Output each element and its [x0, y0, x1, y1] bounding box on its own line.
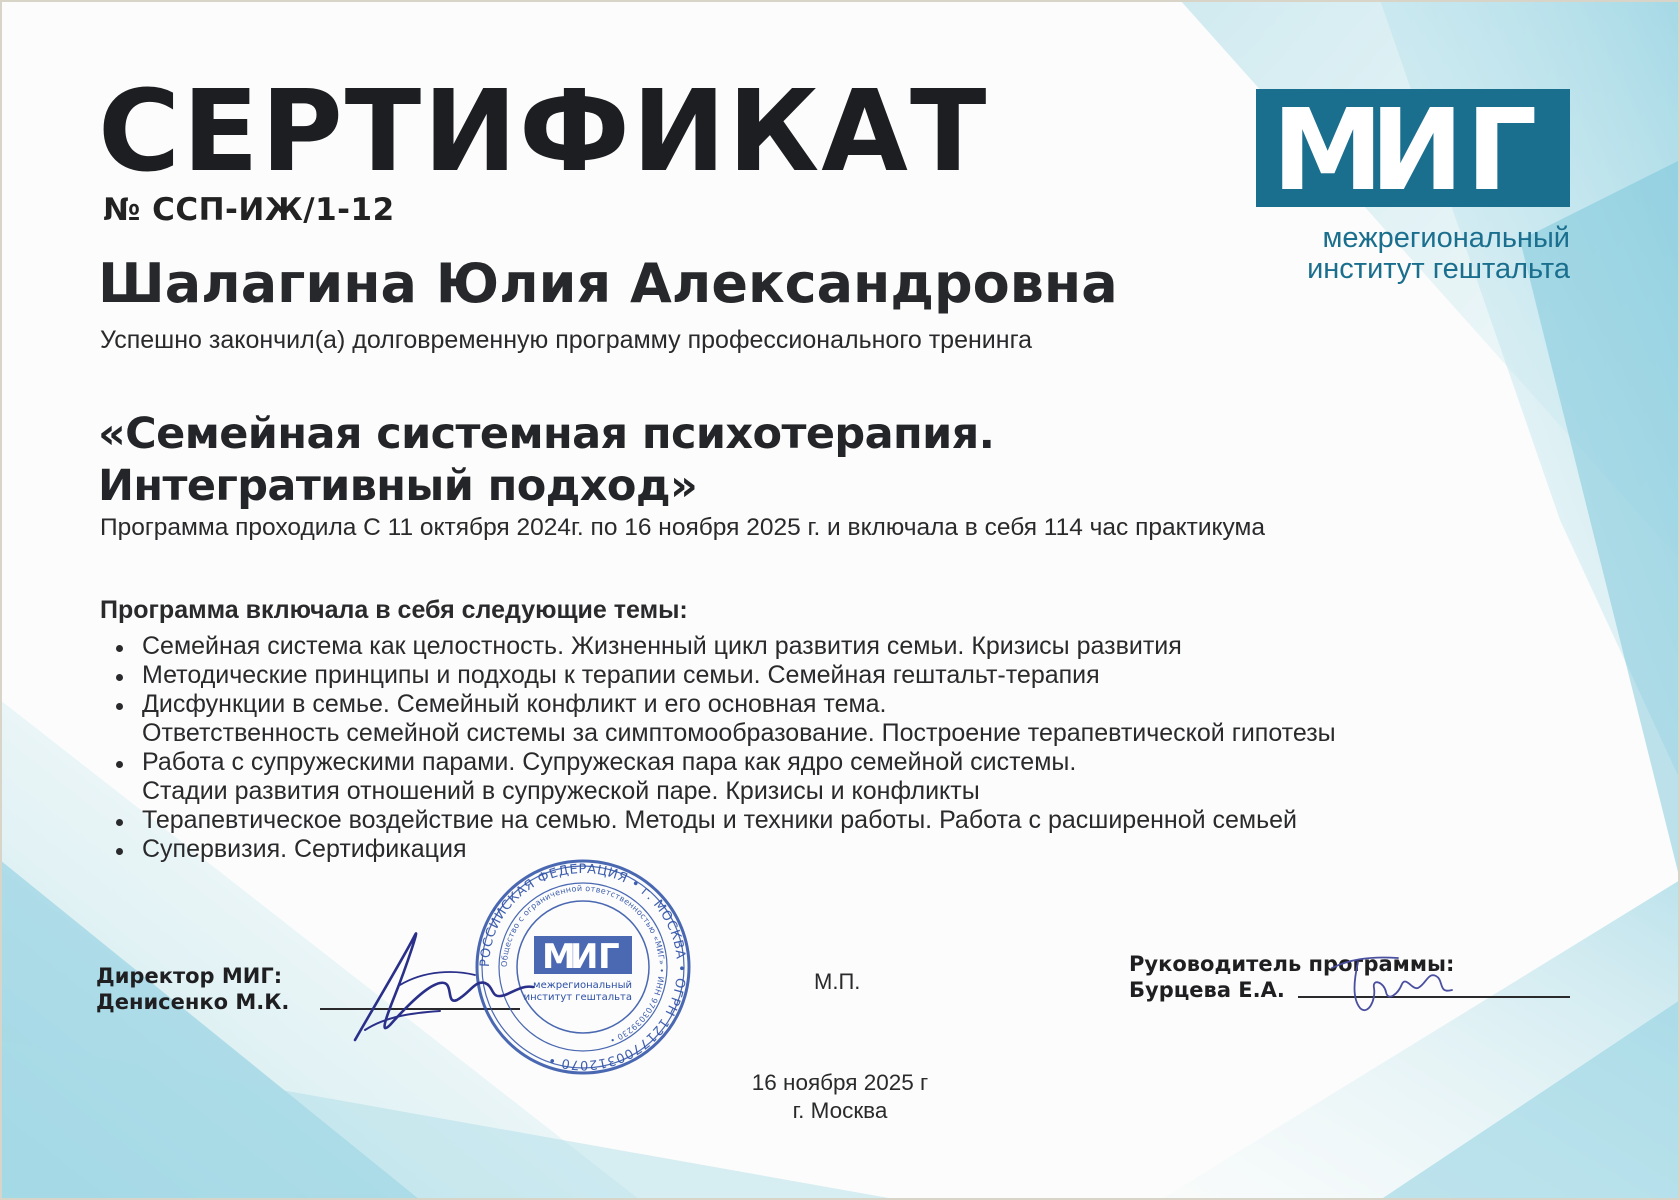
logo-caption [1256, 223, 1570, 285]
institute-logo [1256, 86, 1574, 285]
program-title-line: Интегративный подход» [98, 461, 698, 511]
topic-line: Методические принципы и подходы к терапии семьи. Семейная гештальт-терапия [142, 661, 1100, 689]
issue-city: г. Москва [792, 1098, 888, 1123]
topic-line: Работа с супружескими парами. Супружеская пара как ядро семейной системы. [142, 748, 1077, 776]
program-title-line: «Семейная системная психотерапия. [98, 409, 995, 459]
stamp-inner-path: Общество с ограниченной ответственностью «МИГ» • ИНН 9703039230 • [499, 883, 667, 1045]
program-dates-info: Программа проходила С 11 октября 2024г. по 16 ноября 2025 г. и включала в себя 114 час практикума [100, 514, 1265, 541]
stamp-logo-letter: М [542, 937, 576, 977]
topic-line: Семейная система как целостность. Жизненный цикл развития семьи. Кризисы развития [142, 632, 1182, 660]
director-signature-icon [345, 925, 535, 1050]
director-name: Денисенко М.К. [96, 990, 290, 1014]
logo-caption-line: институт гештальта [1307, 253, 1570, 285]
topic-line: Супервизия. Сертификация [142, 835, 467, 863]
topics-heading: Программа включала в себя следующие темы: [100, 596, 688, 624]
issue-date: 16 ноября 2025 г [751, 1070, 929, 1095]
seal-mark: М.П. [814, 969, 861, 994]
list-item [100, 690, 1336, 748]
completion-statement: Успешно закончил(а) долговременную программу профессионального тренинга [100, 326, 1033, 354]
stamp-logo-letter: И [570, 937, 599, 977]
topics-list [100, 632, 1336, 864]
program-title [98, 408, 994, 512]
list-item [100, 835, 1336, 864]
program-leader-title: Руководитель программы: [1129, 952, 1455, 976]
topic-line: Дисфункции в семье. Семейный конфликт и его основная тема. [142, 690, 887, 718]
stamp-outer-path: РОССИЙСКАЯ ФЕДЕРАЦИЯ • г. МОСКВА • ОГРН 1217700312070 • [477, 861, 689, 1073]
stamp-logo-caption: институт гештальта [523, 992, 632, 1003]
director-title: Директор МИГ: [96, 964, 283, 988]
topic-line: Ответственность семейной системы за симптомообразование. Построение терапевтической гипотезы [142, 719, 1336, 747]
logo-letter: М [1272, 86, 1384, 216]
logo-mark [1256, 86, 1570, 216]
certificate-title: СЕРТИФИКАТ [98, 67, 989, 197]
leader-signature-icon [1328, 950, 1458, 1020]
logo-letter: И [1370, 86, 1464, 216]
list-item [100, 632, 1336, 661]
stamp-logo-caption: межрегиональный [533, 980, 632, 991]
program-leader-name: Бурцева Е.А. [1129, 978, 1285, 1002]
list-item [100, 806, 1336, 835]
list-item [100, 748, 1336, 806]
topic-line: Терапевтическое воздействие на семью. Методы и техники работы. Работа с расширенной семьей [142, 806, 1298, 834]
logo-letter: Г [1466, 86, 1538, 216]
recipient-name: Шалагина Юлия Александровна [98, 252, 1118, 315]
stamp-logo-letter: Г [598, 937, 620, 977]
topic-line: Стадии развития отношений в супружеской паре. Кризисы и конфликты [142, 777, 980, 805]
logo-caption-line: межрегиональный [1322, 222, 1570, 254]
certificate-number: № ССП-ИЖ/1-12 [103, 192, 395, 228]
list-item [100, 661, 1336, 690]
